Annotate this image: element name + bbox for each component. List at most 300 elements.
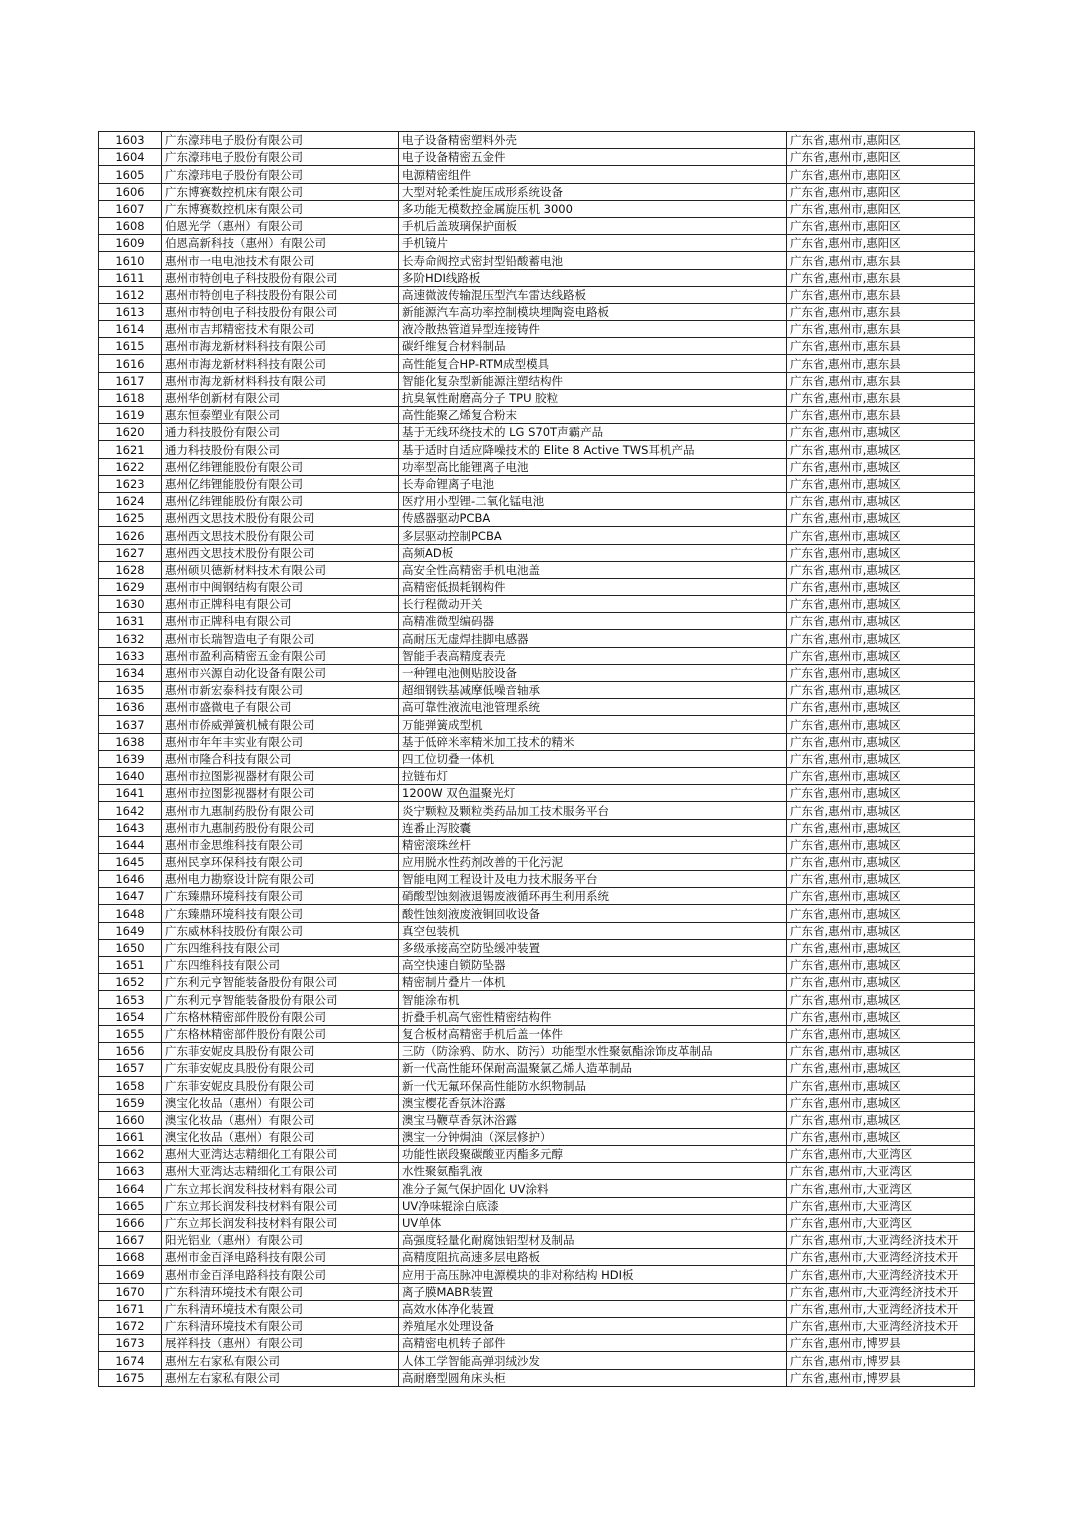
table-row	[99, 905, 975, 922]
location-cell: 广东省,惠州市,博罗县	[787, 1352, 975, 1369]
company-name-cell: 惠州市长瑞智造电子有限公司	[162, 630, 399, 647]
product-name-cell: 长寿命锂离子电池	[399, 475, 787, 492]
row-number-cell: 1664	[99, 1180, 162, 1197]
location-cell: 广东省,惠州市,大亚湾区	[787, 1197, 975, 1214]
table-row	[99, 1197, 975, 1214]
table-row	[99, 200, 975, 217]
company-name-cell: 惠州市一电电池技术有限公司	[162, 252, 399, 269]
product-name-cell: 传感器驱动PCBA	[399, 510, 787, 527]
table-row	[99, 957, 975, 974]
product-name-cell: 高强度轻量化耐腐蚀铝型材及制品	[399, 1232, 787, 1249]
company-name-cell: 广东立邦长润发科技材料有限公司	[162, 1214, 399, 1231]
table-row	[99, 1214, 975, 1231]
row-number-cell: 1641	[99, 785, 162, 802]
company-name-cell: 惠州市拉图影视器材有限公司	[162, 785, 399, 802]
row-number-cell: 1642	[99, 802, 162, 819]
row-number-cell: 1603	[99, 132, 162, 149]
product-name-cell: 复合板材高精密手机后盖一体件	[399, 1025, 787, 1042]
product-table-body	[99, 132, 975, 1387]
row-number-cell: 1614	[99, 321, 162, 338]
product-name-cell: 高可靠性液流电池管理系统	[399, 699, 787, 716]
company-name-cell: 广东立邦长润发科技材料有限公司	[162, 1197, 399, 1214]
product-name-cell: 智能化复杂型新能源注塑结构件	[399, 372, 787, 389]
row-number-cell: 1630	[99, 596, 162, 613]
row-number-cell: 1624	[99, 492, 162, 509]
product-name-cell: 基于低碎米率精米加工技术的精米	[399, 733, 787, 750]
company-name-cell: 通力科技股份有限公司	[162, 424, 399, 441]
location-cell: 广东省,惠州市,惠城区	[787, 905, 975, 922]
row-number-cell: 1635	[99, 682, 162, 699]
location-cell: 广东省,惠州市,惠城区	[787, 1008, 975, 1025]
location-cell: 广东省,惠州市,惠东县	[787, 389, 975, 406]
product-name-cell: 电源精密组件	[399, 166, 787, 183]
table-row	[99, 1300, 975, 1317]
product-name-cell: 手机后盖玻璃保护面板	[399, 217, 787, 234]
location-cell: 广东省,惠州市,惠城区	[787, 561, 975, 578]
product-name-cell: 澳宝一分钟焗油（深层修护）	[399, 1128, 787, 1145]
company-name-cell: 惠州市拉图影视器材有限公司	[162, 767, 399, 784]
table-row	[99, 699, 975, 716]
row-number-cell: 1640	[99, 767, 162, 784]
row-number-cell: 1649	[99, 922, 162, 939]
company-name-cell: 惠州市海龙新材料科技有限公司	[162, 372, 399, 389]
product-name-cell: 长行程微动开关	[399, 596, 787, 613]
location-cell: 广东省,惠州市,惠城区	[787, 1042, 975, 1059]
table-row	[99, 1128, 975, 1145]
location-cell: 广东省,惠州市,惠城区	[787, 492, 975, 509]
row-number-cell: 1647	[99, 888, 162, 905]
product-name-cell: UV净味辊涂白底漆	[399, 1197, 787, 1214]
table-row	[99, 561, 975, 578]
location-cell: 广东省,惠州市,惠城区	[787, 424, 975, 441]
row-number-cell: 1657	[99, 1060, 162, 1077]
product-name-cell: 新能源汽车高功率控制模块埋陶瓷电路板	[399, 303, 787, 320]
product-name-cell: 水性聚氨酯乳液	[399, 1163, 787, 1180]
location-cell: 广东省,惠州市,惠城区	[787, 510, 975, 527]
location-cell: 广东省,惠州市,惠城区	[787, 819, 975, 836]
row-number-cell: 1672	[99, 1317, 162, 1334]
row-number-cell: 1648	[99, 905, 162, 922]
row-number-cell: 1669	[99, 1266, 162, 1283]
row-number-cell: 1644	[99, 836, 162, 853]
company-name-cell: 惠州大亚湾达志精细化工有限公司	[162, 1163, 399, 1180]
location-cell: 广东省,惠州市,大亚湾区	[787, 1163, 975, 1180]
location-cell: 广东省,惠州市,惠东县	[787, 286, 975, 303]
company-name-cell: 惠州市金百泽电路科技有限公司	[162, 1266, 399, 1283]
product-name-cell: 折叠手机高气密性精密结构件	[399, 1008, 787, 1025]
location-cell: 广东省,惠州市,惠城区	[787, 957, 975, 974]
row-number-cell: 1610	[99, 252, 162, 269]
product-name-cell: 三防（防涂鸦、防水、防污）功能型水性聚氨酯涂饰皮革制品	[399, 1042, 787, 1059]
row-number-cell: 1653	[99, 991, 162, 1008]
table-row	[99, 733, 975, 750]
product-name-cell: 多功能无模数控金属旋压机 3000	[399, 200, 787, 217]
product-name-cell: 真空包装机	[399, 922, 787, 939]
row-number-cell: 1661	[99, 1128, 162, 1145]
row-number-cell: 1636	[99, 699, 162, 716]
company-name-cell: 惠州民享环保科技有限公司	[162, 853, 399, 870]
company-name-cell: 伯恩光学（惠州）有限公司	[162, 217, 399, 234]
table-row	[99, 252, 975, 269]
location-cell: 广东省,惠州市,博罗县	[787, 1335, 975, 1352]
product-name-cell: 医疗用小型锂-二氧化锰电池	[399, 492, 787, 509]
table-row	[99, 647, 975, 664]
location-cell: 广东省,惠州市,惠东县	[787, 269, 975, 286]
table-row	[99, 458, 975, 475]
row-number-cell: 1670	[99, 1283, 162, 1300]
table-row	[99, 630, 975, 647]
product-name-cell: 硝酸型蚀刻液退锡废液循环再生利用系统	[399, 888, 787, 905]
table-row	[99, 338, 975, 355]
product-table	[98, 131, 975, 1387]
product-name-cell: 应用于高压脉冲电源模块的非对称结构 HDI板	[399, 1266, 787, 1283]
table-row	[99, 888, 975, 905]
location-cell: 广东省,惠州市,惠城区	[787, 544, 975, 561]
row-number-cell: 1628	[99, 561, 162, 578]
product-name-cell: 新一代无氟环保高性能防水织物制品	[399, 1077, 787, 1094]
location-cell: 广东省,惠州市,惠城区	[787, 871, 975, 888]
company-name-cell: 惠州市盈利高精密五金有限公司	[162, 647, 399, 664]
row-number-cell: 1609	[99, 235, 162, 252]
table-row	[99, 166, 975, 183]
row-number-cell: 1654	[99, 1008, 162, 1025]
product-name-cell: 炎宁颗粒及颗粒类药品加工技术服务平台	[399, 802, 787, 819]
company-name-cell: 广东格林精密部件股份有限公司	[162, 1008, 399, 1025]
table-row	[99, 1025, 975, 1042]
table-row	[99, 1180, 975, 1197]
table-row	[99, 1335, 975, 1352]
company-name-cell: 惠州西文思技术股份有限公司	[162, 544, 399, 561]
location-cell: 广东省,惠州市,大亚湾经济技术开	[787, 1266, 975, 1283]
company-name-cell: 广东威林科技股份有限公司	[162, 922, 399, 939]
product-name-cell: 抗臭氧性耐磨高分子 TPU 胶粒	[399, 389, 787, 406]
product-name-cell: 澳宝马鞭草香氛沐浴露	[399, 1111, 787, 1128]
company-name-cell: 伯恩高新科技（惠州）有限公司	[162, 235, 399, 252]
location-cell: 广东省,惠州市,惠城区	[787, 750, 975, 767]
row-number-cell: 1638	[99, 733, 162, 750]
row-number-cell: 1608	[99, 217, 162, 234]
row-number-cell: 1666	[99, 1214, 162, 1231]
company-name-cell: 广东科清环境技术有限公司	[162, 1317, 399, 1334]
product-name-cell: 多级承接高空防坠缓冲装置	[399, 939, 787, 956]
row-number-cell: 1612	[99, 286, 162, 303]
row-number-cell: 1655	[99, 1025, 162, 1042]
product-name-cell: 澳宝樱花香氛沐浴露	[399, 1094, 787, 1111]
company-name-cell: 广东臻鼎环境科技有限公司	[162, 905, 399, 922]
location-cell: 广东省,惠州市,惠城区	[787, 922, 975, 939]
location-cell: 广东省,惠州市,惠城区	[787, 716, 975, 733]
table-row	[99, 939, 975, 956]
table-row	[99, 407, 975, 424]
product-table-sheet	[98, 131, 974, 1387]
company-name-cell: 惠州左右家私有限公司	[162, 1369, 399, 1386]
location-cell: 广东省,惠州市,惠阳区	[787, 235, 975, 252]
product-name-cell: 1200W 双色温聚光灯	[399, 785, 787, 802]
company-name-cell: 澳宝化妆品（惠州）有限公司	[162, 1128, 399, 1145]
location-cell: 广东省,惠州市,惠城区	[787, 441, 975, 458]
product-name-cell: 高精准微型编码器	[399, 613, 787, 630]
product-name-cell: 一种锂电池侧贴胶设备	[399, 664, 787, 681]
company-name-cell: 惠州西文思技术股份有限公司	[162, 510, 399, 527]
product-name-cell: 酸性蚀刻液废液铜回收设备	[399, 905, 787, 922]
product-name-cell: 连番止泻胶囊	[399, 819, 787, 836]
company-name-cell: 惠州左右家私有限公司	[162, 1352, 399, 1369]
company-name-cell: 广东濠玮电子股份有限公司	[162, 149, 399, 166]
company-name-cell: 阳光铝业（惠州）有限公司	[162, 1232, 399, 1249]
location-cell: 广东省,惠州市,惠城区	[787, 578, 975, 595]
location-cell: 广东省,惠州市,惠城区	[787, 1111, 975, 1128]
row-number-cell: 1659	[99, 1094, 162, 1111]
row-number-cell: 1633	[99, 647, 162, 664]
row-number-cell: 1663	[99, 1163, 162, 1180]
table-row	[99, 785, 975, 802]
row-number-cell: 1632	[99, 630, 162, 647]
row-number-cell: 1627	[99, 544, 162, 561]
location-cell: 广东省,惠州市,惠城区	[787, 613, 975, 630]
row-number-cell: 1626	[99, 527, 162, 544]
table-row	[99, 492, 975, 509]
product-name-cell: 养殖尾水处理设备	[399, 1317, 787, 1334]
table-row	[99, 183, 975, 200]
company-name-cell: 惠州市特创电子科技股份有限公司	[162, 303, 399, 320]
location-cell: 广东省,惠州市,大亚湾经济技术开	[787, 1317, 975, 1334]
row-number-cell: 1606	[99, 183, 162, 200]
row-number-cell: 1658	[99, 1077, 162, 1094]
table-row	[99, 132, 975, 149]
product-name-cell: 多阶HDI线路板	[399, 269, 787, 286]
location-cell: 广东省,惠州市,惠城区	[787, 1128, 975, 1145]
company-name-cell: 惠州市年年丰实业有限公司	[162, 733, 399, 750]
table-row	[99, 716, 975, 733]
product-name-cell: 高精密电机转子部件	[399, 1335, 787, 1352]
table-row	[99, 750, 975, 767]
row-number-cell: 1639	[99, 750, 162, 767]
table-row	[99, 1163, 975, 1180]
product-name-cell: 精密制片叠片一体机	[399, 974, 787, 991]
row-number-cell: 1605	[99, 166, 162, 183]
product-name-cell: 长寿命阀控式密封型铅酸蓄电池	[399, 252, 787, 269]
company-name-cell: 广东四维科技有限公司	[162, 939, 399, 956]
table-row	[99, 527, 975, 544]
table-row	[99, 767, 975, 784]
company-name-cell: 惠州市中闽钢结构有限公司	[162, 578, 399, 595]
table-row	[99, 235, 975, 252]
location-cell: 广东省,惠州市,惠东县	[787, 338, 975, 355]
location-cell: 广东省,惠州市,惠城区	[787, 991, 975, 1008]
table-row	[99, 664, 975, 681]
company-name-cell: 惠州市九惠制药股份有限公司	[162, 802, 399, 819]
product-name-cell: 高速微波传输混压型汽车雷达线路板	[399, 286, 787, 303]
table-row	[99, 1146, 975, 1163]
location-cell: 广东省,惠州市,惠阳区	[787, 217, 975, 234]
company-name-cell: 惠州市吉邦精密技术有限公司	[162, 321, 399, 338]
location-cell: 广东省,惠州市,惠城区	[787, 1094, 975, 1111]
location-cell: 广东省,惠州市,惠城区	[787, 1060, 975, 1077]
product-name-cell: 精密滚珠丝杆	[399, 836, 787, 853]
product-name-cell: 功能性嵌段聚碳酸亚丙酯多元醇	[399, 1146, 787, 1163]
location-cell: 广东省,惠州市,惠城区	[787, 458, 975, 475]
row-number-cell: 1615	[99, 338, 162, 355]
table-row	[99, 596, 975, 613]
product-name-cell: 四工位切叠一体机	[399, 750, 787, 767]
row-number-cell: 1616	[99, 355, 162, 372]
table-row	[99, 372, 975, 389]
table-row	[99, 1352, 975, 1369]
row-number-cell: 1629	[99, 578, 162, 595]
product-name-cell: 高空快速自锁防坠器	[399, 957, 787, 974]
location-cell: 广东省,惠州市,惠阳区	[787, 183, 975, 200]
table-row	[99, 578, 975, 595]
product-name-cell: 高性能复合HP-RTM成型模具	[399, 355, 787, 372]
table-row	[99, 217, 975, 234]
table-row	[99, 424, 975, 441]
table-row	[99, 991, 975, 1008]
location-cell: 广东省,惠州市,惠东县	[787, 303, 975, 320]
product-name-cell: 碳纤维复合材料制品	[399, 338, 787, 355]
product-name-cell: 应用脱水性药剂改善的干化污泥	[399, 853, 787, 870]
table-row	[99, 389, 975, 406]
location-cell: 广东省,惠州市,惠城区	[787, 853, 975, 870]
row-number-cell: 1643	[99, 819, 162, 836]
company-name-cell: 惠州市侨威弹簧机械有限公司	[162, 716, 399, 733]
product-name-cell: 电子设备精密塑料外壳	[399, 132, 787, 149]
product-name-cell: 高精密低损耗钢构件	[399, 578, 787, 595]
location-cell: 广东省,惠州市,惠阳区	[787, 200, 975, 217]
table-row	[99, 1249, 975, 1266]
row-number-cell: 1645	[99, 853, 162, 870]
product-name-cell: 高耐压无虚焊挂脚电感器	[399, 630, 787, 647]
company-name-cell: 惠州市兴源自动化设备有限公司	[162, 664, 399, 681]
table-row	[99, 355, 975, 372]
company-name-cell: 惠州电力勘察设计院有限公司	[162, 871, 399, 888]
table-row	[99, 303, 975, 320]
table-row	[99, 510, 975, 527]
table-row	[99, 1266, 975, 1283]
table-row	[99, 286, 975, 303]
location-cell: 广东省,惠州市,惠东县	[787, 407, 975, 424]
row-number-cell: 1611	[99, 269, 162, 286]
company-name-cell: 惠州亿纬锂能股份有限公司	[162, 475, 399, 492]
location-cell: 广东省,惠州市,惠城区	[787, 699, 975, 716]
table-row	[99, 1317, 975, 1334]
product-name-cell: 智能手表高精度表壳	[399, 647, 787, 664]
table-row	[99, 1094, 975, 1111]
table-row	[99, 1042, 975, 1059]
company-name-cell: 广东博赛数控机床有限公司	[162, 200, 399, 217]
location-cell: 广东省,惠州市,惠城区	[787, 630, 975, 647]
location-cell: 广东省,惠州市,惠城区	[787, 974, 975, 991]
company-name-cell: 广东菲安妮皮具股份有限公司	[162, 1060, 399, 1077]
row-number-cell: 1625	[99, 510, 162, 527]
table-row	[99, 1077, 975, 1094]
company-name-cell: 广东濠玮电子股份有限公司	[162, 166, 399, 183]
product-name-cell: 准分子氮气保护固化 UV涂料	[399, 1180, 787, 1197]
table-row	[99, 544, 975, 561]
product-name-cell: 拉链布灯	[399, 767, 787, 784]
row-number-cell: 1623	[99, 475, 162, 492]
company-name-cell: 惠州市九惠制药股份有限公司	[162, 819, 399, 836]
product-name-cell: 多层驱动控制PCBA	[399, 527, 787, 544]
location-cell: 广东省,惠州市,惠东县	[787, 252, 975, 269]
company-name-cell: 通力科技股份有限公司	[162, 441, 399, 458]
row-number-cell: 1660	[99, 1111, 162, 1128]
table-row	[99, 149, 975, 166]
company-name-cell: 广东臻鼎环境科技有限公司	[162, 888, 399, 905]
table-row	[99, 269, 975, 286]
product-name-cell: 高性能聚乙烯复合粉末	[399, 407, 787, 424]
table-row	[99, 1232, 975, 1249]
table-row	[99, 1283, 975, 1300]
table-row	[99, 475, 975, 492]
table-row	[99, 802, 975, 819]
table-row	[99, 321, 975, 338]
product-name-cell: 高频AD板	[399, 544, 787, 561]
location-cell: 广东省,惠州市,惠城区	[787, 802, 975, 819]
table-row	[99, 922, 975, 939]
row-number-cell: 1604	[99, 149, 162, 166]
company-name-cell: 惠东恒泰塑业有限公司	[162, 407, 399, 424]
company-name-cell: 惠州亿纬锂能股份有限公司	[162, 492, 399, 509]
row-number-cell: 1650	[99, 939, 162, 956]
location-cell: 广东省,惠州市,惠城区	[787, 733, 975, 750]
product-name-cell: 智能电网工程设计及电力技术服务平台	[399, 871, 787, 888]
product-name-cell: 高耐磨型圆角床头柜	[399, 1369, 787, 1386]
row-number-cell: 1668	[99, 1249, 162, 1266]
location-cell: 广东省,惠州市,大亚湾经济技术开	[787, 1232, 975, 1249]
table-row	[99, 1111, 975, 1128]
company-name-cell: 惠州华创新材有限公司	[162, 389, 399, 406]
product-name-cell: 高安全性高精密手机电池盖	[399, 561, 787, 578]
row-number-cell: 1617	[99, 372, 162, 389]
company-name-cell: 广东博赛数控机床有限公司	[162, 183, 399, 200]
table-row	[99, 682, 975, 699]
product-name-cell: 智能涂布机	[399, 991, 787, 1008]
location-cell: 广东省,惠州市,惠阳区	[787, 132, 975, 149]
product-name-cell: 基于无线环绕技术的 LG S70T声霸产品	[399, 424, 787, 441]
location-cell: 广东省,惠州市,惠东县	[787, 355, 975, 372]
company-name-cell: 惠州市金思维科技有限公司	[162, 836, 399, 853]
location-cell: 广东省,惠州市,惠城区	[787, 888, 975, 905]
company-name-cell: 广东立邦长润发科技材料有限公司	[162, 1180, 399, 1197]
location-cell: 广东省,惠州市,惠城区	[787, 785, 975, 802]
table-row	[99, 441, 975, 458]
company-name-cell: 广东格林精密部件股份有限公司	[162, 1025, 399, 1042]
company-name-cell: 广东菲安妮皮具股份有限公司	[162, 1042, 399, 1059]
company-name-cell: 惠州硕贝德新材料技术有限公司	[162, 561, 399, 578]
location-cell: 广东省,惠州市,博罗县	[787, 1369, 975, 1386]
company-name-cell: 惠州市海龙新材料科技有限公司	[162, 338, 399, 355]
product-name-cell: 大型对轮柔性旋压成形系统设备	[399, 183, 787, 200]
row-number-cell: 1622	[99, 458, 162, 475]
company-name-cell: 广东四维科技有限公司	[162, 957, 399, 974]
company-name-cell: 惠州市隆合科技有限公司	[162, 750, 399, 767]
location-cell: 广东省,惠州市,大亚湾经济技术开	[787, 1300, 975, 1317]
company-name-cell: 澳宝化妆品（惠州）有限公司	[162, 1094, 399, 1111]
table-row	[99, 871, 975, 888]
product-name-cell: 超细钢铁基减摩低噪音轴承	[399, 682, 787, 699]
company-name-cell: 广东科清环境技术有限公司	[162, 1283, 399, 1300]
location-cell: 广东省,惠州市,惠阳区	[787, 166, 975, 183]
table-row	[99, 613, 975, 630]
table-row	[99, 819, 975, 836]
location-cell: 广东省,惠州市,惠城区	[787, 682, 975, 699]
table-row	[99, 974, 975, 991]
product-name-cell: 电子设备精密五金件	[399, 149, 787, 166]
company-name-cell: 惠州大亚湾达志精细化工有限公司	[162, 1146, 399, 1163]
location-cell: 广东省,惠州市,惠城区	[787, 647, 975, 664]
row-number-cell: 1621	[99, 441, 162, 458]
product-name-cell: 离子膜MABR装置	[399, 1283, 787, 1300]
